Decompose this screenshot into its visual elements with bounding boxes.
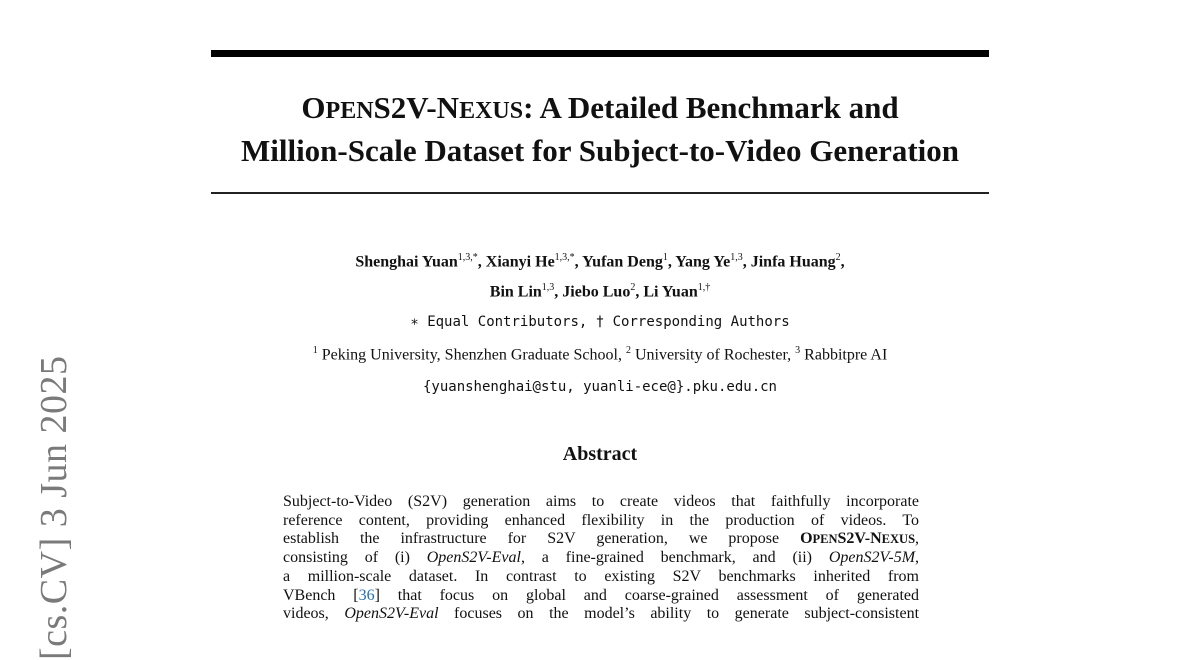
author-name: Yang Ye — [675, 253, 731, 271]
abstract-heading: Abstract — [562, 443, 638, 465]
abstract-line: establish the infrastructure for S2V generation, we propose OPENS2V-NEXUS, — [283, 530, 920, 548]
author-name: Shenghai Yuan — [355, 253, 458, 271]
author-name: Bin Lin — [489, 283, 542, 301]
abstract-line: consisting of (i) OpenS2V-Eval, a fine-grained benchmark, and (ii) OpenS2V-5M, — [283, 549, 920, 567]
title-line-2: Million-Scale Dataset for Subject-to-Video Generation — [240, 133, 960, 168]
author-affil-sup: 1,3,* — [457, 252, 478, 263]
affiliations: $^1$ Peking University, Shenzhen Graduate School, $^2$ University of Rochester, $^3$ Rabbitpre AI — [312, 345, 888, 364]
abstract-line: videos, OpenS2V-Eval focuses on the model’s ability to generate subject-consistent — [283, 605, 920, 623]
abstract-line: reference content, providing enhanced flexibility in the production of videos. To — [283, 511, 919, 529]
author-affil-sup: 1 — [662, 252, 668, 263]
author-name: Jinfa Huang — [750, 253, 836, 271]
contact-email: {yuanshenghai@stu, yuanli-ece@}.pku.edu.cn — [422, 379, 777, 395]
arxiv-stamp: [cs.CV] 3 Jun 2025 — [33, 355, 75, 660]
author-name: Xianyi He — [485, 253, 555, 271]
author-affil-sup: 2 — [630, 282, 636, 294]
author-list — [200, 245, 1000, 306]
citation-link[interactable]: 36 — [358, 586, 375, 604]
bottom-rule — [211, 192, 989, 194]
paper-title — [180, 88, 1020, 170]
abstract-body — [283, 493, 919, 624]
author-affil-sup: 1,3,* — [554, 252, 575, 263]
dataset-name: OPENS2V-NEXUS — [800, 530, 916, 548]
affiliation-name: University of Rochester, — [634, 346, 792, 364]
abstract-line: a million-scale dataset. In contrast to existing S2V benchmarks inherited from — [283, 567, 919, 585]
top-rule — [211, 50, 989, 57]
author-name: Yufan Deng — [582, 253, 663, 271]
author-name: Li Yuan — [643, 283, 698, 301]
author-affil-sup: 1,3 — [541, 282, 555, 294]
affiliation-name: Peking University, Shenzhen Graduate School, — [321, 346, 622, 364]
author-line-2: Bin Lin$^{1,3}$, Jiebo Luo$^2$, Li Yuan$^{1,\dagger}$ — [489, 282, 711, 301]
abstract-line: VBench [36] that focus on global and coarse-grained assessment of generated — [283, 586, 920, 604]
abstract-line: Subject-to-Video (S2V) generation aims to create videos that faithfully incorporate — [283, 493, 919, 510]
affiliation-name: Rabbitpre AI — [804, 346, 888, 364]
equal-contribution-note: ∗ Equal Contributors, † Corresponding Authors — [410, 314, 790, 330]
author-affil-sup: 1,† — [697, 282, 711, 294]
author-name: Jiebo Luo — [562, 283, 631, 301]
title-line-1: OPENS2V-NEXUS: A Detailed Benchmark and — [301, 90, 899, 125]
author-line-1: Shenghai Yuan$^{1,3,*}$, Xianyi $He^{1,3,*}$, Yufan Deng$^1$, Yang Ye$^{1,3}$, Jinfa Huang$^2$, — [355, 252, 845, 271]
author-affil-sup: 2 — [835, 252, 841, 263]
author-affil-sup: 1,3 — [730, 252, 743, 263]
